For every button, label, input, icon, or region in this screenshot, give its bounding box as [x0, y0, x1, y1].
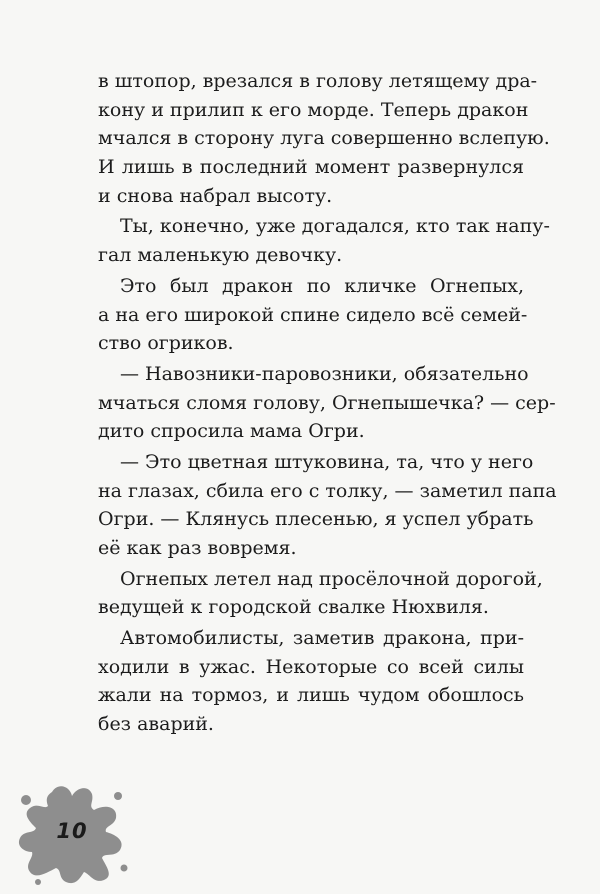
- text-line: на глазах, сбила его с толку, — заметил папа: [98, 479, 557, 502]
- body-text: [98, 67, 557, 739]
- text-line: без аварий.: [98, 713, 214, 736]
- text-line: её как раз вовремя.: [98, 537, 297, 559]
- paragraph: [98, 272, 528, 358]
- splat-drop: [121, 865, 128, 872]
- text-line: мчался в сторону луга совершенно вслепую.: [98, 127, 550, 150]
- paragraph: [98, 212, 550, 269]
- text-line: мчаться сломя голову, Огнепышечка? — сер-: [98, 391, 556, 414]
- page-number: 10: [56, 819, 88, 843]
- text-line: Огри. — Клянусь плесенью, я успел убрать: [98, 508, 534, 531]
- text-line: а на его широкой спине сидело всё семей-: [98, 303, 528, 326]
- paragraph: [98, 360, 556, 446]
- text-line: Это был дракон по кличке Огнепых,: [120, 274, 524, 297]
- text-line: дито спросила мама Огри.: [98, 420, 365, 443]
- text-line: — Это цветная штуковина, та, что у него: [120, 450, 534, 473]
- text-line: в штопор, врезался в голову летящему дра-: [98, 70, 538, 92]
- paragraph: [98, 67, 550, 210]
- text-line: — Навозники-паровозники, обязательно: [120, 362, 529, 385]
- text-line: ходили в ужас. Некоторые со всей силы: [98, 655, 524, 678]
- text-line: Огнепых летел над просёлочной дорогой,: [120, 567, 543, 590]
- text-line: ство огриков.: [98, 332, 234, 355]
- text-line: кону и прилип к его морде. Теперь дракон: [98, 98, 529, 121]
- paragraph: [98, 565, 543, 622]
- splat-drop: [114, 792, 122, 800]
- text-line: и снова набрал высоту.: [98, 184, 333, 207]
- text-line: Автомобилисты, заметив дракона, при-: [120, 627, 524, 650]
- text-line: жали на тормоз, и лишь чудом обошлось: [98, 684, 524, 707]
- splat-drop: [35, 879, 41, 885]
- paragraph: [98, 624, 524, 739]
- text-line: ведущей к городской свалке Нюхвиля.: [98, 596, 489, 619]
- splat-drop: [21, 795, 31, 805]
- paragraph: [98, 448, 557, 563]
- text-line: Ты, конечно, уже догадался, кто так напу-: [120, 215, 550, 238]
- text-line: И лишь в последний момент развернулся: [98, 156, 524, 179]
- text-line: гал маленькую девочку.: [98, 244, 343, 267]
